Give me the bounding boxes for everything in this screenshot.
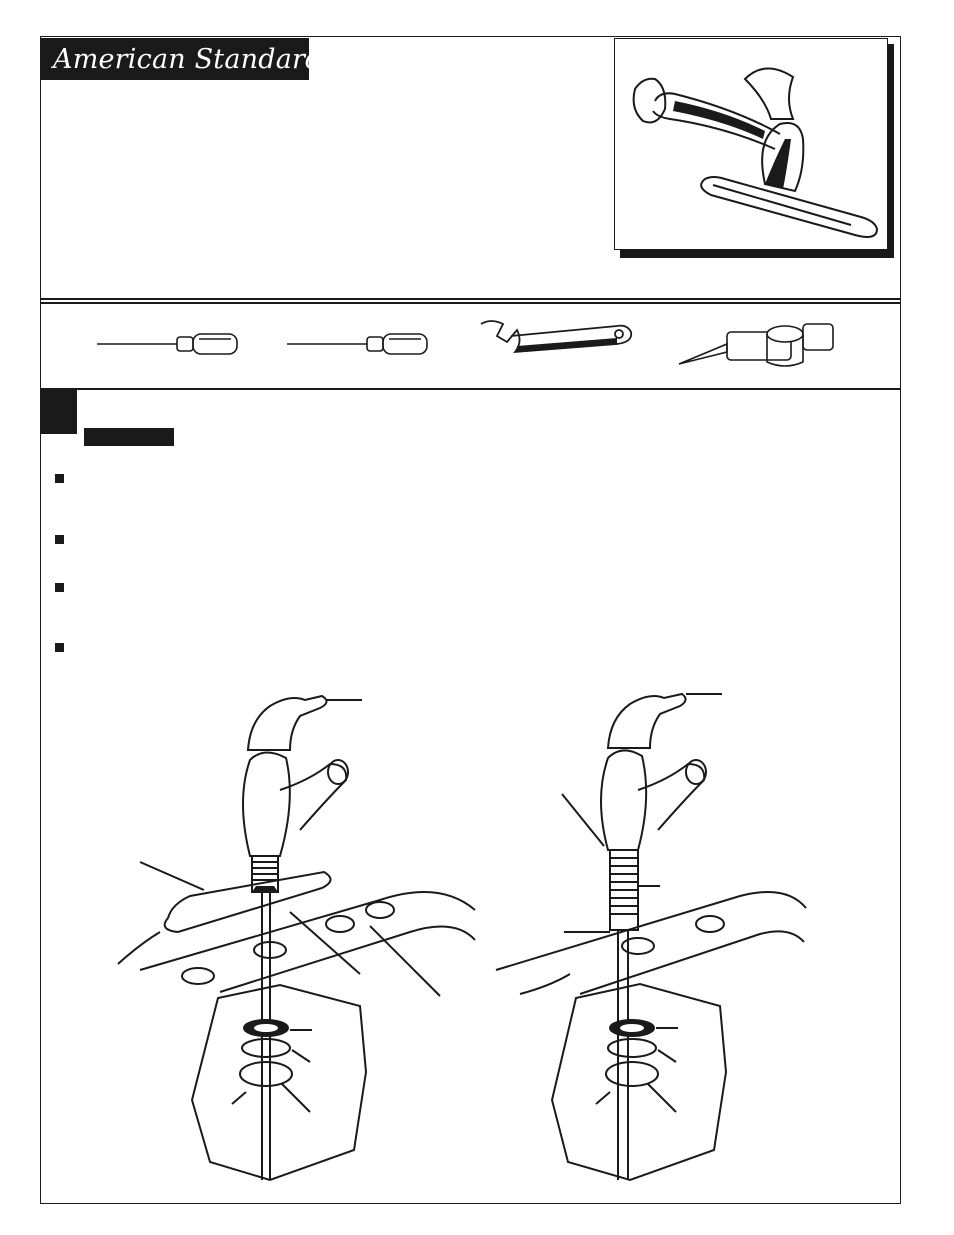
faucet-without-escutcheon-diagram	[490, 680, 820, 1190]
brand-logo	[41, 38, 323, 80]
tools-divider	[41, 388, 900, 390]
instruction-bullet-4	[55, 643, 64, 652]
product-illustration	[614, 38, 888, 250]
adjustable-wrench-icon	[477, 316, 637, 368]
faucet-with-escutcheon-diagram	[100, 680, 490, 1190]
instruction-bullet-1	[55, 474, 64, 483]
pullout-faucet-icon	[615, 39, 887, 249]
tools-row	[41, 306, 900, 388]
flat-screwdriver-icon	[97, 324, 247, 360]
header-divider	[41, 298, 900, 300]
instruction-bullet-3	[55, 583, 64, 592]
brand-logo-text: American Standard	[53, 43, 323, 75]
sealant-tube-icon	[677, 310, 847, 372]
instruction-bullet-2	[55, 535, 64, 544]
header-divider-double	[41, 302, 900, 304]
caution-label-bar	[84, 428, 174, 446]
phillips-screwdriver-icon	[287, 324, 437, 360]
step-number-tab	[41, 390, 77, 434]
